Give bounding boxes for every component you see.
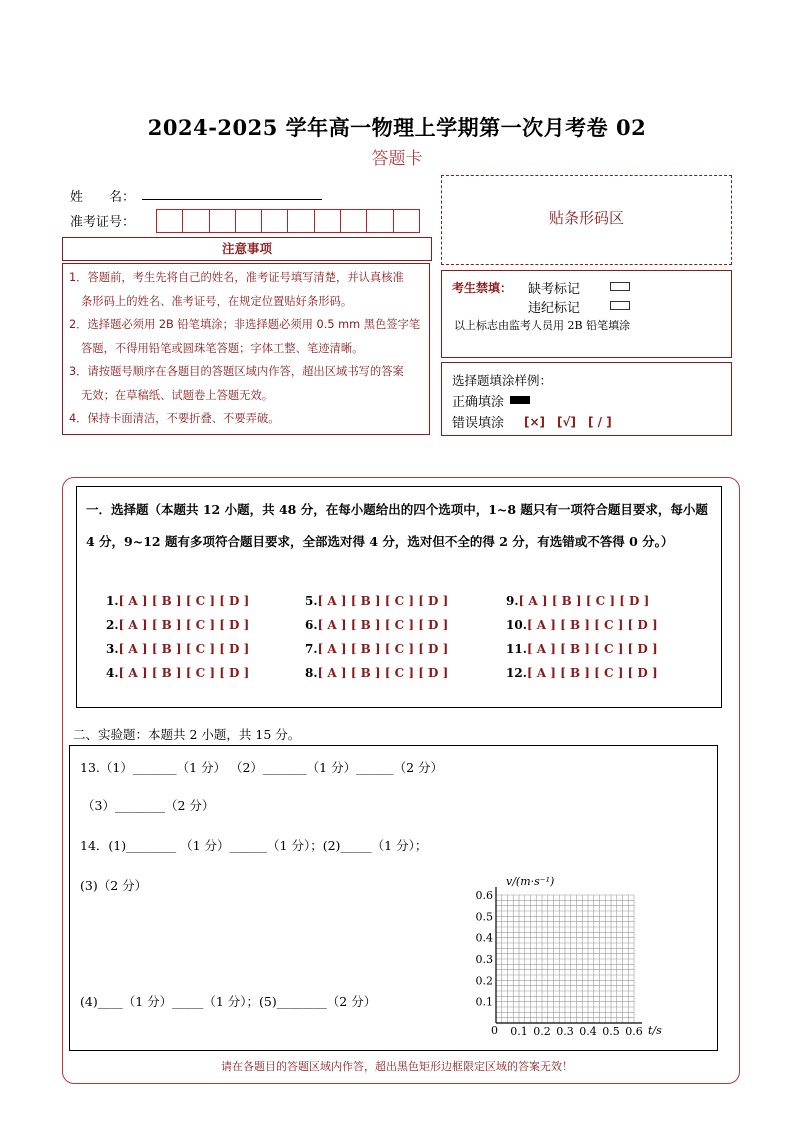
y-tick-label: 0.4 (475, 931, 493, 945)
q13-line-2[interactable]: （3）________（2 分） (82, 798, 215, 813)
id-cell[interactable] (315, 210, 341, 232)
notice-item: 无效；在草稿纸、试题卷上答题无效。 (81, 388, 274, 402)
q-number: 3. (106, 642, 119, 656)
q-number: 12. (506, 666, 527, 680)
choice-options[interactable]: [ A ] [ B ] [ C ] [ D ] (118, 666, 250, 680)
notice-item: 条形码上的姓名、准考证号，在规定位置贴好条形码。 (81, 294, 353, 308)
id-label: 准考证号： (70, 215, 136, 230)
notice-item: 4．保持卡面清洁，不要折叠、不要弄破。 (69, 412, 280, 425)
wrong-label: 错误填涂 (452, 416, 505, 431)
forbid-note: 以上标志由监考人员用 2B 铅笔填涂 (454, 319, 631, 332)
choice-col-1 (106, 589, 249, 685)
x-tick-label: 0.5 (602, 1025, 620, 1038)
absent-label: 缺考标记 (528, 282, 581, 297)
q-number: 9. (506, 594, 519, 608)
origin-label: 0 (491, 1024, 498, 1037)
choice-col-2 (305, 589, 448, 685)
q-number: 1. (106, 594, 119, 608)
page-subtitle: 答题卡 (371, 149, 423, 169)
violation-label: 违纪标记 (528, 301, 581, 316)
name-label: 姓 名： (70, 190, 136, 205)
id-boxes[interactable] (156, 209, 420, 233)
choice-options[interactable]: [ A ] [ B ] [ C ] [ D ] (317, 666, 449, 680)
wrong-marks: [×] [√] [ / ] (524, 415, 612, 429)
choice-options[interactable]: [ A ] [ B ] [ C ] [ D ] (526, 666, 658, 680)
x-tick-label: 0.6 (625, 1025, 643, 1038)
y-tick-label: 0.2 (475, 974, 493, 988)
page-title: 2024-2025 学年高一物理上学期第一次月考卷 02 (147, 115, 647, 140)
x-tick-label: 0.1 (510, 1025, 528, 1038)
y-tick-label: 0.3 (475, 953, 493, 966)
choice-col-3 (506, 589, 658, 685)
notice-heading: 注意事项 (62, 237, 432, 261)
x-axis-label: t/s (648, 1024, 662, 1037)
id-cell[interactable] (394, 210, 419, 232)
sample-title: 选择题填涂样例： (452, 373, 553, 388)
y-axis-label: v/(m·s⁻¹) (506, 875, 555, 888)
absent-mark[interactable] (610, 282, 630, 291)
vt-graph[interactable] (470, 868, 670, 1040)
id-cell[interactable] (210, 210, 236, 232)
q-number: 7. (305, 642, 318, 656)
q-number: 11. (506, 642, 527, 656)
id-cell[interactable] (288, 210, 314, 232)
choice-options[interactable]: [ A ] [ B ] [ C ] [ D ] (118, 618, 250, 632)
sample-box (441, 362, 732, 436)
choice-options[interactable]: [ A ] [ B ] [ C ] [ D ] (317, 594, 449, 608)
choice-options[interactable]: [ A ] [ B ] [ C ] [ D ] (526, 642, 658, 656)
y-tick-label: 0.1 (475, 995, 493, 1009)
choice-instructions: 一．选择题（本题共 12 小题，共 48 分，在每小题给出的四个选项中，1~8 题只有一项符合题目要求，每小题 4 分，9~12 题有多项符合题目要求，全部选对得 4 分，选对但不全的得 2 分，有选错或不答得 0 分。） (86, 502, 708, 549)
y-tick-label: 0.6 (475, 889, 493, 902)
q-number: 5. (305, 594, 318, 608)
q-number: 4. (106, 666, 119, 680)
barcode-area: 贴条形码区 (441, 175, 732, 265)
notice-item: 2．选择题必须用 2B 铅笔填涂；非选择题必须用 0.5 mm 黑色签字笔 (69, 318, 421, 331)
notice-item: 1．答题前，考生先将自己的姓名，准考证号填写清楚，并认真核准 (69, 271, 404, 284)
violation-mark[interactable] (610, 301, 630, 310)
filled-mark (510, 396, 530, 404)
graph-axes (496, 887, 642, 1023)
q-number: 2. (106, 618, 119, 632)
id-cell[interactable] (236, 210, 262, 232)
q14-line-3[interactable]: (4)____（1 分）_____（1 分）；(5)________（2 分） (80, 994, 377, 1009)
q14-line-2[interactable]: (3)（2 分） (80, 878, 148, 893)
id-cell[interactable] (157, 210, 183, 232)
notice-box (62, 263, 430, 435)
choice-options[interactable]: [ A ] [ B ] [ C ] [ D ] (526, 618, 658, 632)
q14-line-1[interactable]: 14．(1)________ （1 分）______（1 分）；(2)_____（1 分）； (80, 838, 428, 853)
x-tick-label: 0.4 (579, 1025, 597, 1038)
correct-label: 正确填涂 (452, 395, 505, 410)
id-cell[interactable] (367, 210, 393, 232)
q-number: 6. (305, 618, 318, 632)
id-cell[interactable] (262, 210, 288, 232)
lab-heading: 二、实验题：本题共 2 小题，共 15 分。 (73, 727, 301, 742)
x-tick-label: 0.3 (556, 1025, 574, 1038)
notice-item: 答题，不得用铅笔或圆珠笔答题；字体工整、笔迹清晰。 (81, 341, 364, 355)
q-number: 10. (506, 618, 527, 632)
q13-line-1[interactable]: 13.（1）_______（1 分） （2）_______（1 分）______（2 分） (80, 760, 444, 775)
choice-options[interactable]: [ A ] [ B ] [ C ] [ D ] (518, 594, 650, 608)
choice-options[interactable]: [ A ] [ B ] [ C ] [ D ] (118, 594, 250, 608)
forbid-label: 考生禁填： (452, 281, 513, 295)
forbid-box (441, 270, 732, 358)
notice-item: 3．请按题号顺序在各题目的答题区域内作答，超出区域书写的答案 (69, 365, 404, 378)
id-cell[interactable] (341, 210, 367, 232)
graph-grid (496, 895, 634, 1023)
name-field[interactable] (142, 199, 322, 200)
choice-options[interactable]: [ A ] [ B ] [ C ] [ D ] (118, 642, 250, 656)
y-tick-label: 0.5 (475, 910, 493, 924)
id-cell[interactable] (183, 210, 209, 232)
choice-options[interactable]: [ A ] [ B ] [ C ] [ D ] (317, 642, 449, 656)
choice-options[interactable]: [ A ] [ B ] [ C ] [ D ] (317, 618, 449, 632)
q-number: 8. (305, 666, 318, 680)
footer-warning: 请在各题目的答题区域内作答，超出黑色矩形边框限定区域的答案无效！ (221, 1060, 573, 1073)
x-tick-label: 0.2 (533, 1025, 551, 1038)
